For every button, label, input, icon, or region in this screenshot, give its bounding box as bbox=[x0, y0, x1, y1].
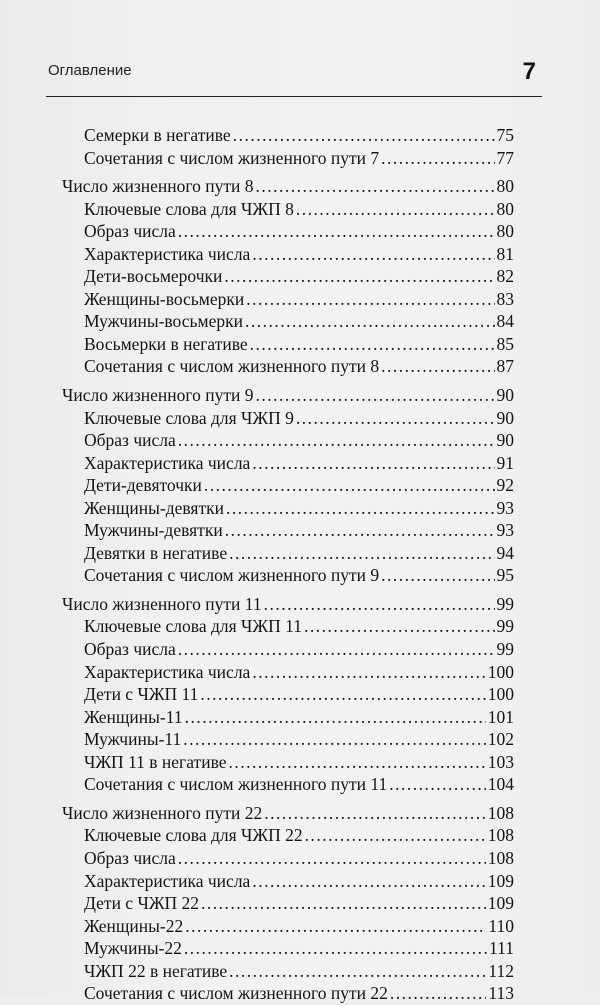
toc-section-entry bbox=[62, 333, 514, 356]
toc-entry-title: Восьмерки в негативе bbox=[84, 333, 248, 354]
toc-entry-page: 93 bbox=[496, 497, 514, 518]
toc-entry-page: 112 bbox=[488, 960, 514, 981]
dot-leader bbox=[264, 593, 495, 616]
toc-entry-title: Число жизненного пути 9 bbox=[62, 385, 254, 406]
dot-leader bbox=[255, 175, 494, 198]
toc-entry-page: 108 bbox=[487, 847, 514, 868]
dot-leader bbox=[264, 802, 486, 825]
dot-leader bbox=[201, 892, 486, 915]
toc-section-entry bbox=[62, 870, 514, 893]
dot-leader bbox=[183, 728, 485, 751]
toc-entry-title: Сочетания с числом жизненного пути 7 bbox=[84, 147, 380, 168]
dot-leader bbox=[229, 751, 486, 774]
toc-section-entry bbox=[62, 474, 514, 497]
dot-leader bbox=[229, 542, 494, 565]
toc-section-entry bbox=[62, 915, 514, 938]
toc-entry-page: 99 bbox=[496, 593, 514, 614]
toc-section-entry bbox=[62, 407, 514, 430]
toc-section-entry bbox=[62, 728, 514, 751]
toc-section-entry bbox=[62, 892, 514, 915]
toc-entry-page: 91 bbox=[496, 452, 514, 473]
dot-leader bbox=[185, 915, 486, 938]
toc-section-entry bbox=[62, 773, 514, 796]
dot-leader bbox=[178, 638, 495, 661]
toc-entry-title: Характеристика числа bbox=[84, 452, 251, 473]
dot-leader bbox=[178, 847, 486, 870]
toc-section-entry bbox=[62, 751, 514, 774]
toc-entry-page: 84 bbox=[496, 311, 514, 332]
toc-section-entry bbox=[62, 706, 514, 729]
dot-leader bbox=[252, 452, 494, 475]
toc-entry-page: 103 bbox=[487, 751, 514, 772]
toc-section-entry bbox=[62, 960, 514, 983]
toc-entry-title: Сочетания с числом жизненного пути 8 bbox=[84, 356, 380, 377]
toc-entry-page: 108 bbox=[487, 825, 514, 846]
toc-entry-page: 81 bbox=[496, 243, 514, 264]
toc-section-entry bbox=[62, 288, 514, 311]
toc-entry-title: Девятки в негативе bbox=[84, 542, 228, 563]
dot-leader bbox=[204, 474, 495, 497]
dot-leader bbox=[185, 706, 486, 729]
toc-chapter-entry bbox=[62, 175, 514, 198]
toc-section-entry bbox=[62, 265, 514, 288]
toc-entry-title: Характеристика числа bbox=[84, 870, 251, 891]
toc-entry-title: Образ числа bbox=[84, 430, 176, 451]
toc-entry-title: Образ числа bbox=[84, 847, 176, 868]
dot-leader bbox=[381, 355, 494, 378]
toc-entry-page: 80 bbox=[496, 221, 514, 242]
dot-leader bbox=[246, 288, 494, 311]
toc-section-entry bbox=[62, 355, 514, 378]
toc-section-entry bbox=[62, 824, 514, 847]
toc-entry-title: Дети-восьмерочки bbox=[84, 266, 223, 287]
toc-entry-page: 80 bbox=[496, 198, 514, 219]
dot-leader bbox=[233, 124, 495, 147]
toc-entry-title: Мужчины-восьмерки bbox=[84, 311, 243, 332]
toc-entry-title: Характеристика числа bbox=[84, 661, 251, 682]
toc-entry-page: 77 bbox=[496, 147, 514, 168]
toc-entry-title: Семерки в негативе bbox=[84, 125, 231, 145]
toc-section-entry bbox=[62, 124, 514, 147]
toc-section-entry bbox=[62, 519, 514, 542]
toc-entry-title: Ключевые слова для ЧЖП 11 bbox=[84, 616, 302, 637]
toc-entry-title: Дети с ЧЖП 11 bbox=[84, 684, 199, 705]
toc-entry-title: Женщины-11 bbox=[84, 706, 183, 727]
page-number: 7 bbox=[522, 58, 536, 85]
toc-entry-page: 80 bbox=[496, 176, 514, 197]
toc-section-entry bbox=[62, 147, 514, 170]
toc-section-entry bbox=[62, 542, 514, 565]
toc-section-entry bbox=[62, 198, 514, 221]
toc-entry-title: Сочетания с числом жизненного пути 11 bbox=[84, 774, 388, 795]
toc-entry-title: Число жизненного пути 11 bbox=[62, 593, 262, 614]
running-title: Оглавление bbox=[48, 62, 132, 79]
toc-section-entry bbox=[62, 220, 514, 243]
toc-entry-page: 82 bbox=[496, 266, 514, 287]
toc-entry-page: 99 bbox=[496, 616, 514, 637]
toc-section-entry bbox=[62, 937, 514, 960]
dot-leader bbox=[226, 497, 495, 520]
toc-entry-title: Характеристика числа bbox=[84, 243, 251, 264]
toc-entry-page: 101 bbox=[487, 706, 514, 727]
dot-leader bbox=[381, 147, 494, 170]
toc-entry-page: 100 bbox=[487, 661, 514, 682]
toc-entry-page: 108 bbox=[487, 802, 514, 823]
dot-leader bbox=[389, 773, 486, 796]
dot-leader bbox=[252, 243, 494, 266]
table-of-contents bbox=[62, 124, 514, 1005]
toc-entry-page: 92 bbox=[496, 475, 514, 496]
toc-entry-page: 100 bbox=[487, 684, 514, 705]
dot-leader bbox=[304, 615, 495, 638]
toc-entry-page: 102 bbox=[487, 729, 514, 750]
toc-entry-title: ЧЖП 11 в негативе bbox=[84, 751, 227, 772]
toc-entry-title: Образ числа bbox=[84, 221, 176, 242]
toc-section-entry bbox=[62, 564, 514, 587]
toc-entry-title: Ключевые слова для ЧЖП 8 bbox=[84, 198, 294, 219]
dot-leader bbox=[229, 960, 486, 983]
dot-leader bbox=[178, 429, 495, 452]
toc-entry-title: Дети-девяточки bbox=[84, 475, 202, 496]
toc-entry-title: Число жизненного пути 8 bbox=[62, 176, 254, 197]
toc-section-entry bbox=[62, 638, 514, 661]
dot-leader bbox=[252, 661, 485, 684]
dot-leader bbox=[296, 407, 495, 430]
toc-entry-title: Женщины-девятки bbox=[84, 497, 224, 518]
toc-entry-title: Число жизненного пути 22 bbox=[62, 802, 263, 823]
toc-entry-page: 111 bbox=[489, 938, 514, 959]
dot-leader bbox=[224, 265, 494, 288]
dot-leader bbox=[250, 333, 495, 356]
toc-entry-page: 93 bbox=[496, 520, 514, 541]
toc-entry-title: ЧЖП 22 в негативе bbox=[84, 960, 228, 981]
page-header bbox=[46, 52, 542, 97]
dot-leader bbox=[390, 982, 487, 1005]
toc-entry-page: 87 bbox=[496, 356, 514, 377]
toc-section-entry bbox=[62, 982, 514, 1005]
toc-entry-page: 113 bbox=[488, 983, 514, 1004]
toc-section-entry bbox=[62, 615, 514, 638]
toc-entry-page: 94 bbox=[496, 542, 514, 563]
toc-entry-page: 104 bbox=[487, 774, 514, 795]
dot-leader bbox=[178, 220, 495, 243]
toc-entry-title: Женщины-восьмерки bbox=[84, 288, 245, 309]
toc-entry-title: Ключевые слова для ЧЖП 9 bbox=[84, 407, 294, 428]
toc-entry-page: 75 bbox=[496, 125, 514, 145]
toc-section-entry bbox=[62, 497, 514, 520]
toc-chapter-entry bbox=[62, 593, 514, 616]
toc-entry-page: 110 bbox=[488, 915, 514, 936]
dot-leader bbox=[225, 519, 495, 542]
toc-entry-title: Мужчины-девятки bbox=[84, 520, 223, 541]
dot-leader bbox=[200, 683, 485, 706]
toc-entry-page: 99 bbox=[496, 639, 514, 660]
toc-entry-title: Мужчины-22 bbox=[84, 938, 182, 959]
toc-entry-page: 90 bbox=[496, 385, 514, 406]
toc-chapter-entry bbox=[62, 802, 514, 825]
toc-entry-title: Дети с ЧЖП 22 bbox=[84, 893, 200, 914]
toc-section-entry bbox=[62, 452, 514, 475]
toc-section-entry bbox=[62, 243, 514, 266]
toc-entry-title: Ключевые слова для ЧЖП 22 bbox=[84, 825, 303, 846]
toc-section-entry bbox=[62, 429, 514, 452]
dot-leader bbox=[381, 564, 494, 587]
dot-leader bbox=[184, 937, 487, 960]
dot-leader bbox=[252, 870, 485, 893]
toc-entry-title: Сочетания с числом жизненного пути 22 bbox=[84, 983, 388, 1004]
toc-entry-title: Сочетания с числом жизненного пути 9 bbox=[84, 565, 380, 586]
toc-entry-page: 83 bbox=[496, 288, 514, 309]
toc-entry-title: Мужчины-11 bbox=[84, 729, 182, 750]
dot-leader bbox=[245, 310, 495, 333]
toc-chapter-entry bbox=[62, 384, 514, 407]
toc-entry-page: 95 bbox=[496, 565, 514, 586]
toc-entry-page: 90 bbox=[496, 407, 514, 428]
toc-entry-page: 109 bbox=[487, 893, 514, 914]
toc-section-entry bbox=[62, 683, 514, 706]
toc-section-entry bbox=[62, 661, 514, 684]
toc-entry-title: Женщины-22 bbox=[84, 915, 184, 936]
dot-leader bbox=[305, 824, 486, 847]
toc-entry-page: 90 bbox=[496, 430, 514, 451]
dot-leader bbox=[255, 384, 494, 407]
toc-entry-page: 109 bbox=[487, 870, 514, 891]
toc-section-entry bbox=[62, 847, 514, 870]
toc-entry-page: 85 bbox=[496, 333, 514, 354]
toc-section-entry bbox=[62, 310, 514, 333]
toc-entry-title: Образ числа bbox=[84, 639, 176, 660]
dot-leader bbox=[296, 198, 495, 221]
